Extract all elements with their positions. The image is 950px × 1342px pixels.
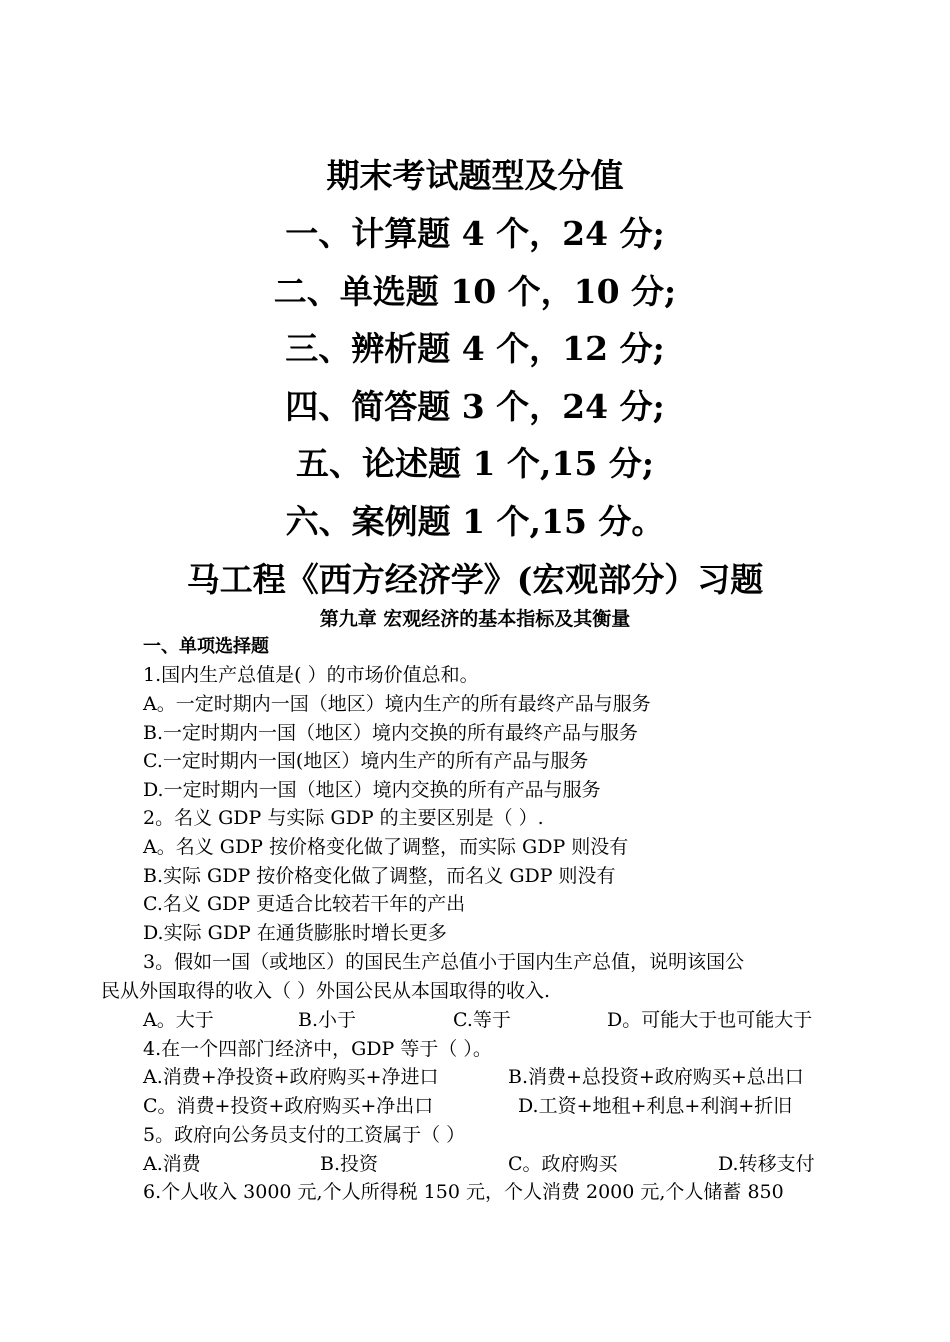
exam-info-item-1: 一、计算题 4 个，24 分; <box>285 214 665 253</box>
question-4-option-d: D.工资+地租+利息+利润+折旧 <box>518 1095 793 1117</box>
question-3-option-d: D。可能大于也可能大于 <box>607 1009 813 1031</box>
exam-info-item-3: 三、辨析题 4 个，12 分; <box>285 329 665 368</box>
exam-info-heading: 期末考试题型及分值 <box>326 156 624 195</box>
question-3-option-c: C.等于 <box>453 1009 511 1031</box>
question-6-stem: 6.个人收入 3000 元,个人所得税 150 元，个人消费 2000 元,个人储蓄 850 <box>143 1181 784 1203</box>
question-4-option-a: A.消费+净投资+政府购买+净进口 <box>143 1066 439 1088</box>
question-2-option-a: A。名义 GDP 按价格变化做了调整，而实际 GDP 则没有 <box>143 836 629 858</box>
question-3-option-a: A。大于 <box>143 1009 214 1031</box>
question-3-stem-line-1: 3。假如一国（或地区）的国民生产总值小于国内生产总值，说明该国公 <box>143 951 745 973</box>
chapter-title: 第九章 宏观经济的基本指标及其衡量 <box>319 608 631 630</box>
question-5-option-b: B.投资 <box>320 1153 379 1175</box>
question-5-option-a: A.消费 <box>143 1153 201 1175</box>
question-2-option-d: D.实际 GDP 在通货膨胀时增长更多 <box>143 922 447 944</box>
exam-info-item-6: 六、案例题 1 个,15 分。 <box>285 502 665 541</box>
question-3-option-b: B.小于 <box>298 1009 357 1031</box>
question-2-option-b: B.实际 GDP 按价格变化做了调整，而名义 GDP 则没有 <box>143 865 616 887</box>
question-5-option-c: C。政府购买 <box>508 1153 618 1175</box>
question-4-stem: 4.在一个四部门经济中，GDP 等于（ ）。 <box>143 1038 492 1060</box>
question-1-option-c: C.一定时期内一国(地区）境内生产的所有产品与服务 <box>143 750 589 772</box>
question-1-option-b: B.一定时期内一国（地区）境内交换的所有最终产品与服务 <box>143 722 639 744</box>
document-title: 马工程《西方经济学》(宏观部分）习题 <box>186 560 764 599</box>
question-2-option-c: C.名义 GDP 更适合比较若干年的产出 <box>143 893 466 915</box>
question-1-option-a: A。一定时期内一国（地区）境内生产的所有最终产品与服务 <box>143 693 651 715</box>
section-title: 一、单项选择题 <box>143 636 269 657</box>
exam-info-item-4: 四、简答题 3 个，24 分; <box>285 387 665 426</box>
question-5-stem: 5。政府向公务员支付的工资属于（ ） <box>143 1124 466 1146</box>
exam-info-item-2: 二、单选题 10 个，10 分; <box>273 272 677 311</box>
question-1-option-d: D.一定时期内一国（地区）境内交换的所有产品与服务 <box>143 779 601 801</box>
question-1-stem: 1.国内生产总值是( ）的市场价值总和。 <box>143 664 479 686</box>
question-5-option-d: D.转移支付 <box>718 1153 815 1175</box>
question-3-stem-line-2: 民从外国取得的收入（ ）外国公民从本国取得的收入. <box>101 980 551 1002</box>
question-4-option-b: B.消费+总投资+政府购买+总出口 <box>508 1066 804 1088</box>
question-4-option-c: C。消费+投资+政府购买+净出口 <box>143 1095 434 1117</box>
exam-info-item-5: 五、论述题 1 个,15 分; <box>295 444 655 483</box>
question-2-stem: 2。名义 GDP 与实际 GDP 的主要区别是（ ）. <box>143 807 544 829</box>
